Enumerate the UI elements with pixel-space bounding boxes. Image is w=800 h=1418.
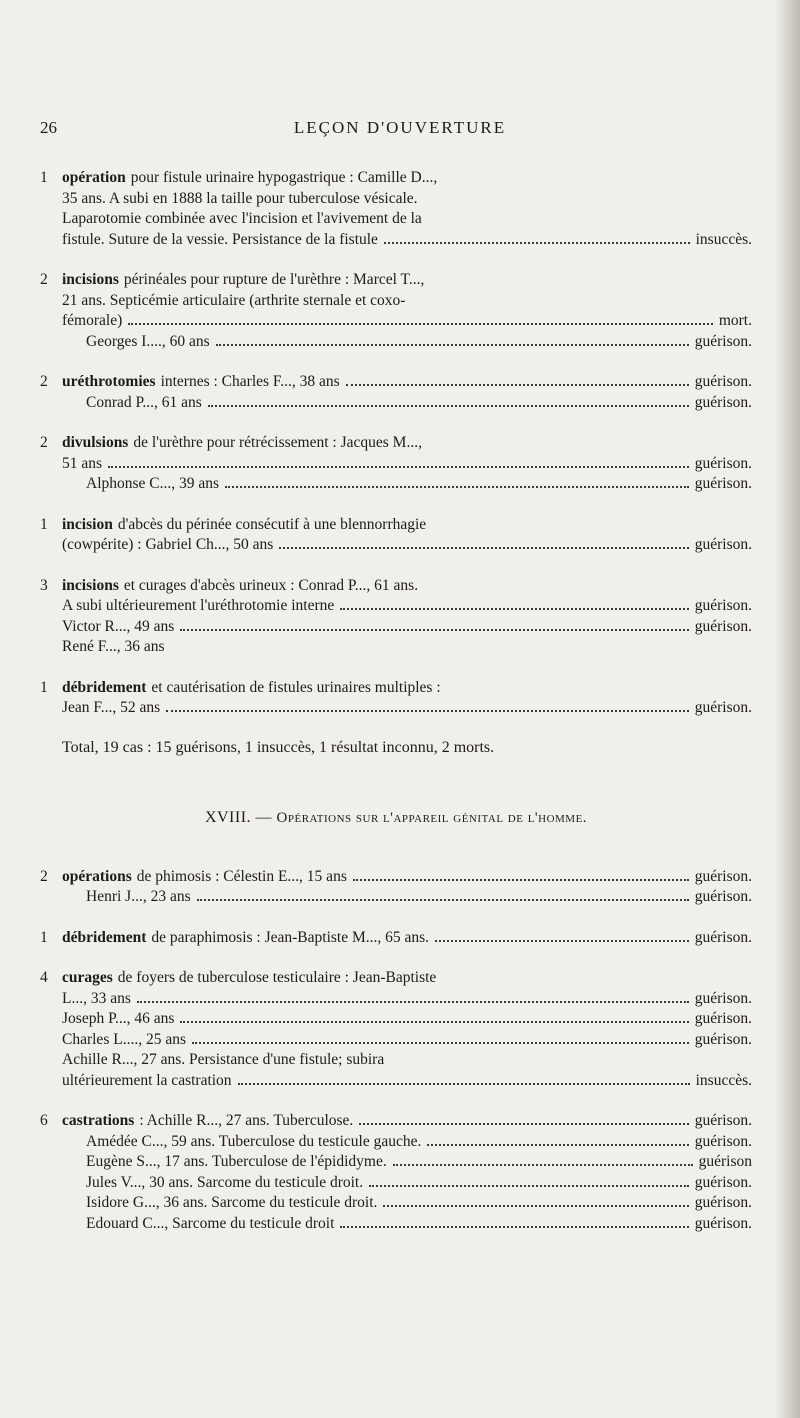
urinary-operations-list <box>40 168 752 719</box>
entry-line <box>40 1152 752 1173</box>
case-description: Eugène S..., 17 ans. Tuberculose de l'épididyme. <box>86 1153 387 1170</box>
dot-leader <box>238 1083 690 1085</box>
case-description: fistule. Suture de la vessie. Persistance de la fistule <box>62 230 378 248</box>
dot-leader <box>180 1021 688 1023</box>
case-description: et cautérisation de fistules urinaires multiples : <box>151 678 441 696</box>
entry-line <box>40 189 752 210</box>
dot-leader <box>369 1185 689 1187</box>
entry-line <box>40 1030 752 1051</box>
dot-leader <box>225 486 689 488</box>
case-description: L..., 33 ans <box>62 989 131 1007</box>
case-description: Joseph P..., 46 ans <box>62 1010 175 1027</box>
case-description: Edouard C..., Sarcome du testicule droit <box>86 1214 335 1232</box>
case-description: Alphonse C..., 39 ans <box>86 475 220 492</box>
case-description: Georges I...., 60 ans <box>86 332 210 350</box>
operation-keyword: opérations <box>62 867 132 885</box>
case-entry <box>40 372 752 413</box>
case-outcome: guérison. <box>694 475 752 492</box>
case-description: Achille R..., 27 ans. Persistance d'une fistule; subira <box>62 1051 385 1068</box>
case-description: Charles L...., 25 ans <box>62 1030 186 1048</box>
case-entry <box>40 270 752 352</box>
genital-operations-list <box>40 867 752 1235</box>
dot-leader <box>353 879 689 881</box>
dot-leader <box>340 1226 688 1228</box>
case-outcome: guérison. <box>694 393 752 411</box>
case-description: pour fistule urinaire hypogastrique : Camille D..., <box>130 169 438 186</box>
total-summary: Total, 19 cas : 15 guérisons, 1 insuccès, 1 résultat inconnu, 2 morts. <box>62 738 495 756</box>
case-outcome: guérison. <box>694 617 752 635</box>
operation-keyword: curages <box>62 969 113 986</box>
case-outcome: guérison. <box>694 699 752 716</box>
entry-line <box>40 1050 752 1071</box>
case-description: Laparotomie combinée avec l'incision et l'avivement de la <box>62 210 422 227</box>
case-outcome: guérison. <box>694 1132 752 1150</box>
entry-line <box>40 1132 752 1153</box>
dot-leader <box>208 405 689 407</box>
case-description: 35 ans. A subi en 1888 la taille pour tuberculose vésicale. <box>62 189 418 207</box>
case-description: de l'urèthre pour rétrécissement : Jacques M..., <box>133 434 422 451</box>
entry-line <box>40 291 752 312</box>
case-description: de foyers de tuberculose testiculaire : Jean-Baptiste <box>117 969 437 986</box>
entry-line <box>40 617 752 638</box>
dot-leader <box>166 710 689 712</box>
dot-leader <box>197 899 689 901</box>
entry-line <box>40 1111 752 1132</box>
entry-line <box>40 698 752 719</box>
case-count: 2 <box>40 434 48 451</box>
case-outcome: guérison. <box>694 332 752 350</box>
entry-line <box>40 887 752 908</box>
section-title: Opérations sur l'appareil génital de l'homme. <box>276 809 588 826</box>
case-entry <box>40 928 752 949</box>
case-count: 2 <box>40 373 48 390</box>
entry-line <box>40 270 752 291</box>
case-description: fémorale) <box>62 312 123 329</box>
case-entry <box>40 1111 752 1234</box>
entry-line <box>40 454 752 475</box>
case-count: 1 <box>40 928 48 946</box>
operation-keyword: débridement <box>62 678 147 696</box>
dot-leader <box>279 547 688 549</box>
case-entry <box>40 678 752 719</box>
case-outcome: guérison. <box>694 454 752 472</box>
dot-leader <box>340 608 688 610</box>
case-outcome: guérison. <box>694 1112 752 1129</box>
operation-keyword: opération <box>62 169 126 186</box>
case-count: 2 <box>40 271 48 288</box>
entry-line <box>40 867 752 888</box>
dot-leader <box>192 1042 689 1044</box>
dot-leader <box>137 1001 689 1003</box>
case-description: Isidore G..., 36 ans. Sarcome du testicule droit. <box>86 1194 378 1211</box>
dot-leader <box>108 466 689 468</box>
case-count: 1 <box>40 169 48 186</box>
dot-leader <box>216 344 689 346</box>
case-description: Victor R..., 49 ans <box>62 617 175 635</box>
case-entry <box>40 576 752 658</box>
case-outcome: insuccès. <box>695 1071 752 1089</box>
entry-line <box>40 515 752 536</box>
entry-line <box>40 474 752 495</box>
entry-line <box>40 1193 752 1214</box>
case-outcome: guérison. <box>694 928 752 946</box>
entry-line <box>40 311 752 332</box>
case-count: 1 <box>40 515 48 533</box>
case-outcome: mort. <box>718 312 752 329</box>
case-count: 3 <box>40 576 48 594</box>
dot-leader <box>128 323 713 325</box>
case-list <box>40 168 752 1254</box>
case-description: et curages d'abcès urineux : Conrad P..., 61 ans. <box>123 576 419 594</box>
operation-keyword: incisions <box>62 576 119 594</box>
page-header <box>0 118 800 144</box>
case-description: d'abcès du périnée consécutif à une blennorrhagie <box>117 515 427 533</box>
case-description: périnéales pour rupture de l'urèthre : Marcel T..., <box>123 271 425 288</box>
entry-line <box>40 433 752 454</box>
case-description: : Achille R..., 27 ans. Tuberculose. <box>139 1112 354 1129</box>
case-description: René F..., 36 ans <box>62 638 165 655</box>
entry-line <box>40 576 752 597</box>
entry-line <box>40 968 752 989</box>
case-description: de paraphimosis : Jean-Baptiste M..., 65 ans. <box>151 928 430 946</box>
case-outcome: guérison. <box>694 373 752 390</box>
case-count: 4 <box>40 969 48 986</box>
entry-line <box>40 1009 752 1030</box>
case-outcome: guérison. <box>694 989 752 1007</box>
case-outcome: guérison. <box>694 888 752 905</box>
case-outcome: guérison. <box>694 1030 752 1048</box>
operation-keyword: débridement <box>62 928 147 946</box>
dot-leader <box>180 629 688 631</box>
entry-line <box>40 1071 752 1092</box>
entry-line <box>40 535 752 556</box>
entry-line <box>40 168 752 189</box>
case-count: 6 <box>40 1112 48 1129</box>
operation-keyword: castrations <box>62 1112 135 1129</box>
section-heading <box>40 809 752 827</box>
dot-leader <box>427 1144 688 1146</box>
entry-line <box>40 332 752 353</box>
operation-keyword: incisions <box>62 271 119 288</box>
case-description: (cowpérite) : Gabriel Ch..., 50 ans <box>62 536 274 553</box>
case-entry <box>40 433 752 495</box>
operation-keyword: uréthrotomies <box>62 373 156 390</box>
entry-line <box>40 372 752 393</box>
case-description: Conrad P..., 61 ans <box>86 393 202 411</box>
dot-leader <box>384 242 690 244</box>
case-count: 2 <box>40 867 48 885</box>
entry-line <box>40 1173 752 1194</box>
case-entry <box>40 515 752 556</box>
case-description: 21 ans. Septicémie articulaire (arthrite sternale et coxo- <box>62 291 406 309</box>
case-entry <box>40 968 752 1091</box>
case-description: Henri J..., 23 ans <box>86 888 191 905</box>
case-description: internes : Charles F..., 38 ans <box>160 373 340 390</box>
entry-line <box>40 393 752 414</box>
case-description: de phimosis : Célestin E..., 15 ans <box>136 867 347 885</box>
dot-leader <box>435 940 689 942</box>
dot-leader <box>383 1205 688 1207</box>
dot-leader <box>346 384 689 386</box>
case-outcome: guérison. <box>694 536 752 553</box>
case-outcome: guérison. <box>694 1214 752 1232</box>
entry-line <box>40 209 752 230</box>
case-outcome: guérison. <box>694 867 752 885</box>
entry-line <box>40 596 752 617</box>
operation-keyword: divulsions <box>62 434 129 451</box>
case-outcome: guérison. <box>694 1010 752 1027</box>
case-outcome: guérison. <box>694 1194 752 1211</box>
case-outcome: guérison. <box>694 1173 752 1191</box>
case-entry <box>40 867 752 908</box>
page-edge-shadow <box>774 0 800 1418</box>
case-outcome: guérison <box>698 1153 752 1170</box>
case-entry <box>40 168 752 250</box>
entry-line <box>40 1214 752 1235</box>
entry-line <box>40 989 752 1010</box>
case-description: 51 ans <box>62 454 103 472</box>
running-title: LEÇON D'OUVERTURE <box>293 118 507 137</box>
case-description: ultérieurement la castration <box>62 1071 232 1089</box>
case-description: Jean F..., 52 ans <box>62 699 161 716</box>
case-outcome: insuccès. <box>695 230 752 248</box>
page-number: 26 <box>40 118 57 137</box>
case-count: 1 <box>40 678 48 696</box>
entry-line <box>40 928 752 949</box>
dot-leader <box>359 1123 688 1125</box>
operation-keyword: incision <box>62 515 113 533</box>
case-description: Amédée C..., 59 ans. Tuberculose du testicule gauche. <box>86 1132 422 1150</box>
case-outcome: guérison. <box>694 597 752 614</box>
case-description: Jules V..., 30 ans. Sarcome du testicule droit. <box>86 1173 364 1191</box>
section-numeral: XVIII. — <box>204 808 273 826</box>
entry-line <box>40 637 752 658</box>
dot-leader <box>393 1164 693 1166</box>
entry-line <box>40 230 752 251</box>
case-description: A subi ultérieurement l'uréthrotomie interne <box>62 597 335 614</box>
entry-line <box>40 678 752 699</box>
